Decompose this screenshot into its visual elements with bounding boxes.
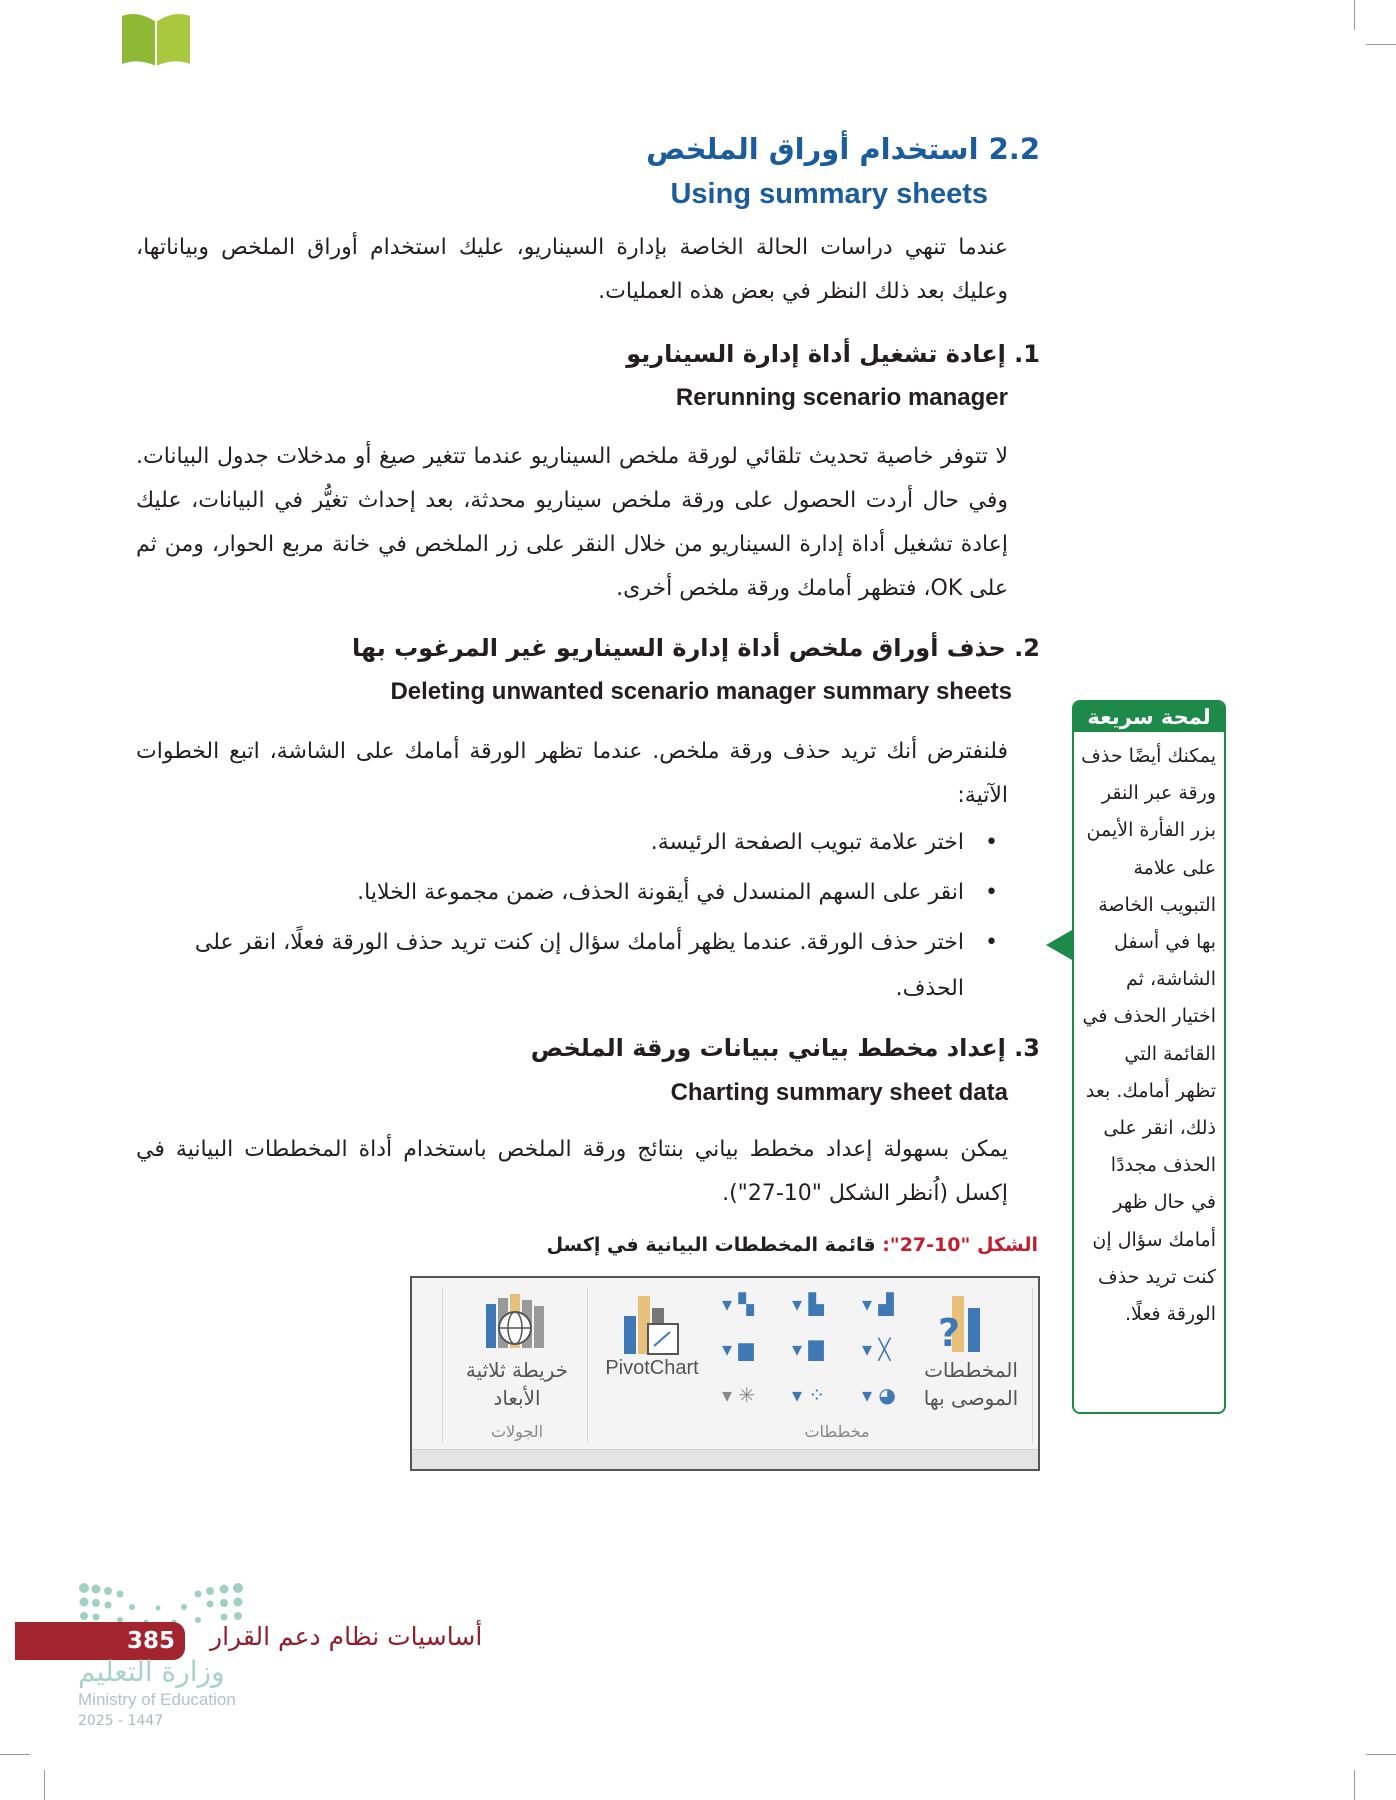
charts-group-label: مخططات [804, 1422, 870, 1441]
crop-mark [1354, 1770, 1355, 1800]
chart-type-grid [722, 1292, 932, 1416]
scatter-chart-icon[interactable]: ▾ ⁘ [792, 1382, 826, 1407]
list-item: • اختر حذف الورقة. عندما يظهر أمامك سؤال إن كنت تريد حذف الورقة فعلًا، انقر على الحذف. [138, 920, 998, 1012]
crop-mark [1354, 0, 1355, 30]
list-item: • انقر على السهم المنسدل في أيقونة الحذف، ضمن مجموعة الخلايا. [138, 870, 998, 916]
subsection-1-text: لا تتوفر خاصية تحديث تلقائي لورقة ملخص السيناريو عندما تتغير صيغ أو مدخلات جدول البيانات. وفي حال أردت الحصول على ورقة ملخص سيناريو محدثة، بعد إحداث تغيُّر في البيانات، عليك إعادة تشغيل أداة إدارة السيناريو من خلال النقر على زر الملخص في خانة مربع الحوار، ومن ثم على OK، فتظهر أمامك ورقة ملخص أخرى. [136, 444, 1008, 601]
ministry-name-ar: وزارة التعليم [78, 1655, 225, 1688]
figure-label: الشكل "10-27": [882, 1234, 1038, 1256]
svg-text:?: ? [938, 1311, 961, 1354]
quick-tip-text: يمكنك أيضًا حذف ورقة عبر النقر بزر الفأرة الأيمن على علامة التبويب الخاصة بها في أسفل الشاشة، ثم اختيار الحذف في القائمة التي تظهر أمامك. بعد ذلك، انقر على الحذف مجددًا في حال ظهر أمامك سؤال إن كنت تريد حذف الورقة فعلًا. [1081, 745, 1216, 1326]
figure-caption-text: قائمة المخططات البيانية في إكسل [546, 1234, 876, 1256]
subsection-2-text: فلنفترض أنك تريد حذف ورقة ملخص. عندما تظهر الورقة أمامك على الشاشة، اتبع الخطوات الآتية: [136, 739, 1008, 808]
wajeb-logo [8, 4, 193, 68]
crop-mark [44, 1770, 45, 1800]
subsection-1-title-ar: 1. إعادة تشغيل أداة إدارة السيناريو [626, 340, 1040, 368]
combo-chart-icon[interactable]: ▾ ▆ [722, 1337, 754, 1362]
crop-mark [1366, 1754, 1396, 1755]
subsection-2-title-ar: 2. حذف أوراق ملخص أداة إدارة السيناريو غير المرغوب بها [351, 634, 1040, 662]
page-number: 385 [15, 1622, 185, 1660]
book-icon [116, 8, 196, 68]
list-item: • اختر علامة تبويب الصفحة الرئيسة. [138, 820, 998, 866]
intro-paragraph: عندما تنهي دراسات الحالة الخاصة بإدارة السيناريو، عليك استخدام أوراق الملخص وبياناتها، وعليك بعد ذلك النظر في بعض هذه العمليات. [136, 235, 1008, 304]
subsection-3-title-en: Charting summary sheet data [670, 1079, 1008, 1106]
3d-map-icon [484, 1294, 546, 1352]
edition-year: 2025 - 1447 [78, 1713, 164, 1729]
crop-mark [1366, 44, 1396, 45]
recommended-charts-button[interactable]: المخططات الموصى بها [923, 1358, 1019, 1410]
waterfall-chart-icon[interactable]: ▾ ▚ [722, 1292, 754, 1316]
statistic-chart-icon[interactable]: ▾ ▇ [792, 1337, 824, 1362]
recommended-charts-icon [934, 1296, 990, 1354]
steps-list [138, 820, 998, 1016]
subsection-1-title-en: Rerunning scenario manager [675, 384, 1008, 411]
3d-map-button[interactable]: خريطة ثلاثية الأبعاد [465, 1358, 569, 1410]
quick-tip-title: لمحة سريعة [1074, 702, 1224, 732]
figure-caption [547, 1234, 1038, 1256]
quick-tip-box [1072, 700, 1226, 1414]
ministry-name-en: Ministry of Education [78, 1690, 236, 1709]
book-title: أساسيات نظام دعم القرار [210, 1622, 483, 1651]
subsection-3-title-ar: 3. إعداد مخطط بياني ببيانات ورقة الملخص [530, 1034, 1040, 1062]
radar-chart-icon[interactable]: ▾ ✳ [722, 1382, 756, 1407]
ribbon-bottom-bar [412, 1449, 1038, 1469]
line-chart-icon[interactable]: ▾ ╳ [862, 1337, 891, 1362]
pivotchart-button[interactable]: PivotChart [605, 1357, 699, 1379]
subsection-2-title-en: Deleting unwanted scenario manager summary sheets [390, 678, 1012, 705]
section-title-ar: 2.2 استخدام أوراق الملخص [646, 132, 1040, 166]
section-title-en: Using summary sheets [670, 178, 988, 210]
crop-mark [0, 1754, 30, 1755]
tours-group-label: الجولات [490, 1422, 544, 1441]
hierarchy-chart-icon[interactable]: ▾ ▙ [792, 1292, 824, 1316]
tip-pointer [1046, 930, 1072, 960]
subsection-3-text: يمكن بسهولة إعداد مخطط بياني بنتائج ورقة الملخص باستخدام أداة المخططات البيانية في إكسل (اُنظر الشكل "10-27"). [136, 1137, 1008, 1206]
excel-charts-ribbon [410, 1276, 1040, 1471]
pivotchart-icon [622, 1294, 682, 1356]
column-chart-icon[interactable]: ▾ ▟ [862, 1292, 894, 1316]
pie-chart-icon[interactable]: ▾ ◕ [862, 1382, 896, 1407]
